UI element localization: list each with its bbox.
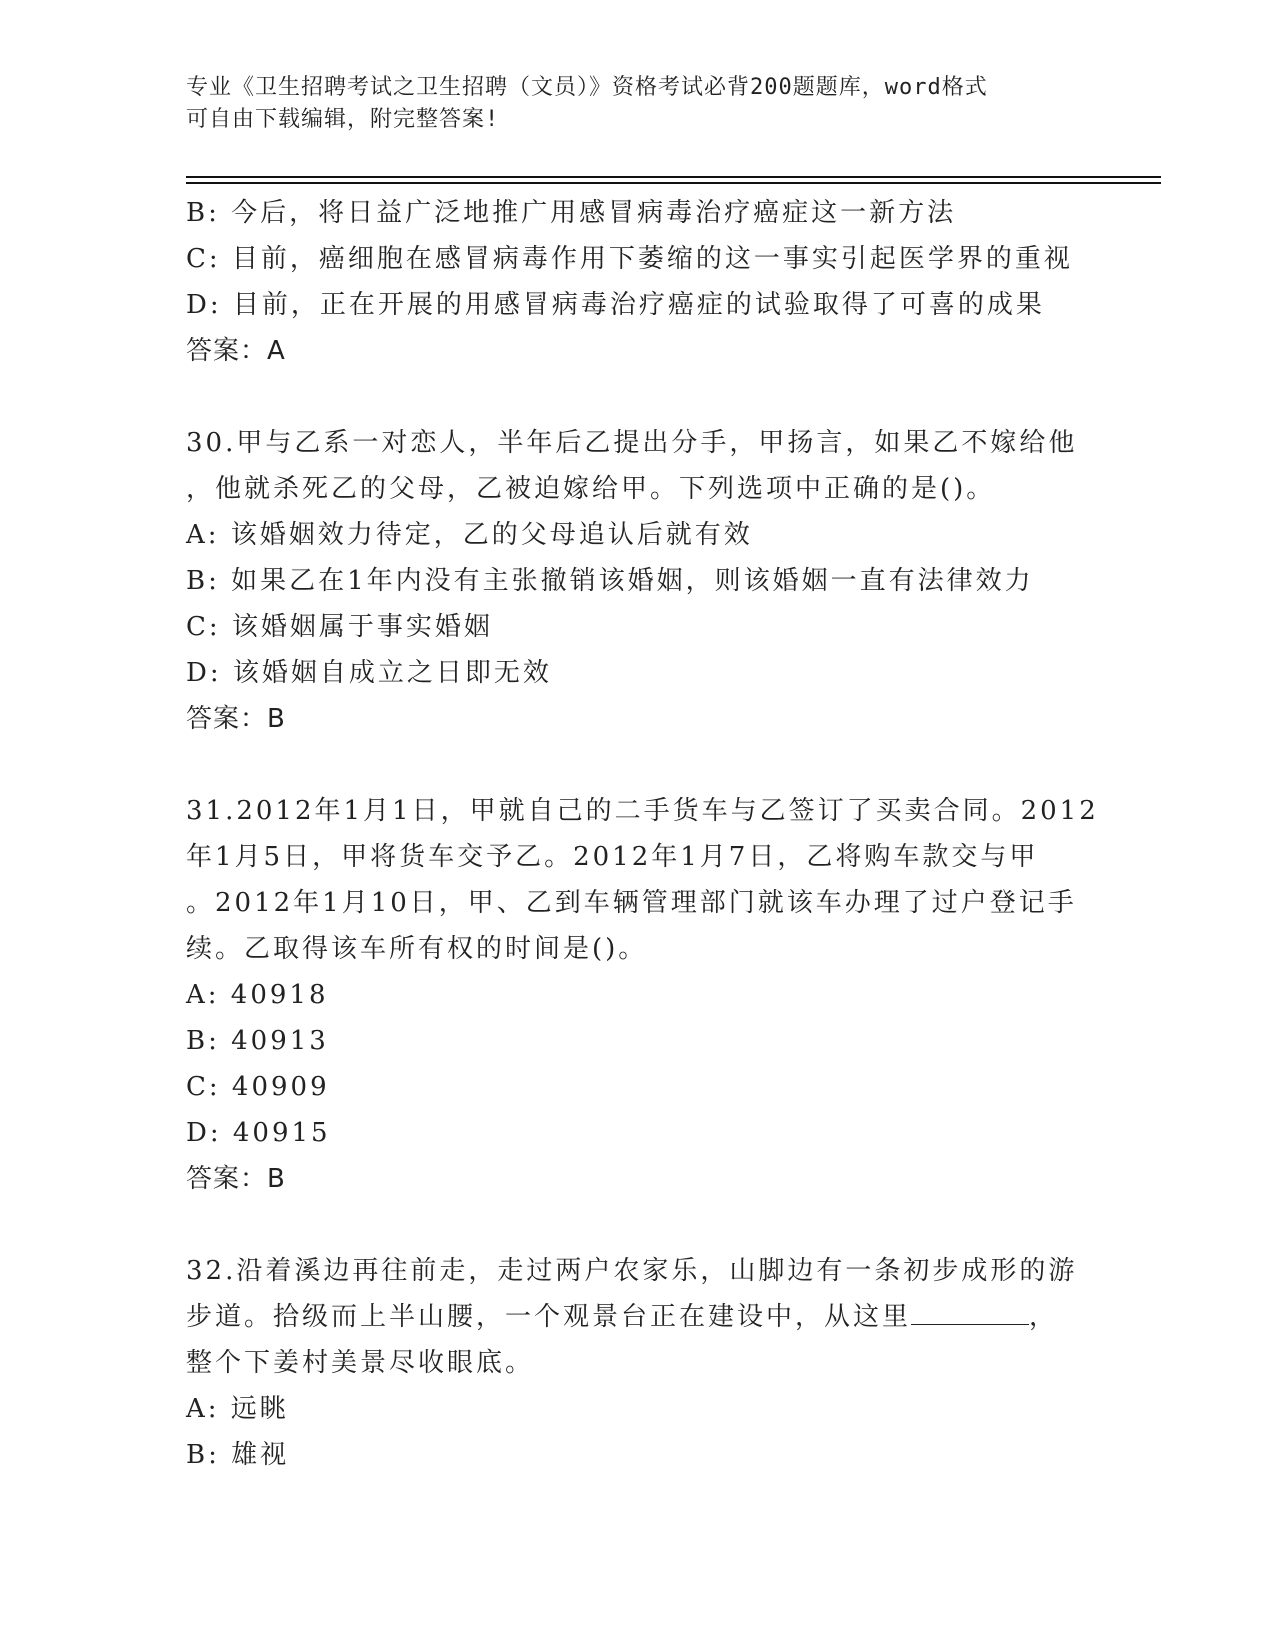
question-stem: 续。乙取得该车所有权的时间是()。 [186,934,648,964]
header-line-2: 可自由下载编辑，附完整答案! [186,107,500,132]
option-c: C: 该婚姻属于事实婚姻 [186,612,493,642]
question-list [186,190,1099,1478]
answer-line: 答案：B [186,1164,286,1194]
question-stem: 。2012年1月10日，甲、乙到车辆管理部门就该车办理了过户登记手 [186,888,1077,918]
fill-in-blank [911,1294,1029,1325]
option-a: A: 40918 [186,980,329,1010]
stem-text: 步道。拾级而上半山腰，一个观景台正在建设中，从这里 [186,1302,912,1332]
question-stem [186,1294,1086,1340]
stem-text: ， [1029,1302,1059,1332]
header-line-1: 专业《卫生招聘考试之卫生招聘（文员）》资格考试必背200题题库，word格式 [186,75,988,100]
option-b: B: 今后，将日益广泛地推广用感冒病毒治疗癌症这一新方法 [186,198,957,228]
question-spacer [186,374,1086,420]
question-29-tail [186,190,1086,374]
question-31 [186,788,1099,1202]
question-stem: 整个下姜村美景尽收眼底。 [186,1348,535,1378]
option-b: B: 雄视 [186,1440,290,1470]
option-d: D: 目前，正在开展的用感冒病毒治疗癌症的试验取得了可喜的成果 [186,290,1045,320]
header-divider-top [186,176,1161,178]
question-stem: 年1月5日，甲将货车交予乙。2012年1月7日，乙将购车款交与甲 [186,842,1039,872]
option-a: A: 该婚姻效力待定，乙的父母追认后就有效 [186,520,753,550]
question-30 [186,420,1086,742]
answer-line: 答案：B [186,704,286,734]
option-d: D: 40915 [186,1118,331,1148]
answer-line: 答案：A [186,336,286,366]
option-b: B: 40913 [186,1026,329,1056]
question-stem: 32.沿着溪边再往前走，走过两户农家乐，山脚边有一条初步成形的游 [186,1256,1078,1286]
option-a: A: 远眺 [186,1394,289,1424]
question-spacer [186,742,1086,788]
question-spacer [186,1202,1086,1248]
option-d: D: 该婚姻自成立之日即无效 [186,658,552,688]
question-32 [186,1248,1086,1478]
header-divider-bottom [186,182,1161,184]
question-stem: 30.甲与乙系一对恋人，半年后乙提出分手，甲扬言，如果乙不嫁给他 [186,428,1078,458]
option-b: B: 如果乙在1年内没有主张撤销该婚姻，则该婚姻一直有法律效力 [186,566,1034,596]
option-c: C: 40909 [186,1072,330,1102]
option-c: C: 目前，癌细胞在感冒病毒作用下萎缩的这一事实引起医学界的重视 [186,244,1073,274]
document-header [186,72,1066,136]
question-stem: ，他就杀死乙的父母，乙被迫嫁给甲。下列选项中正确的是()。 [186,474,996,504]
question-stem: 31.2012年1月1日，甲就自己的二手货车与乙签订了买卖合同。2012 [186,796,1099,826]
